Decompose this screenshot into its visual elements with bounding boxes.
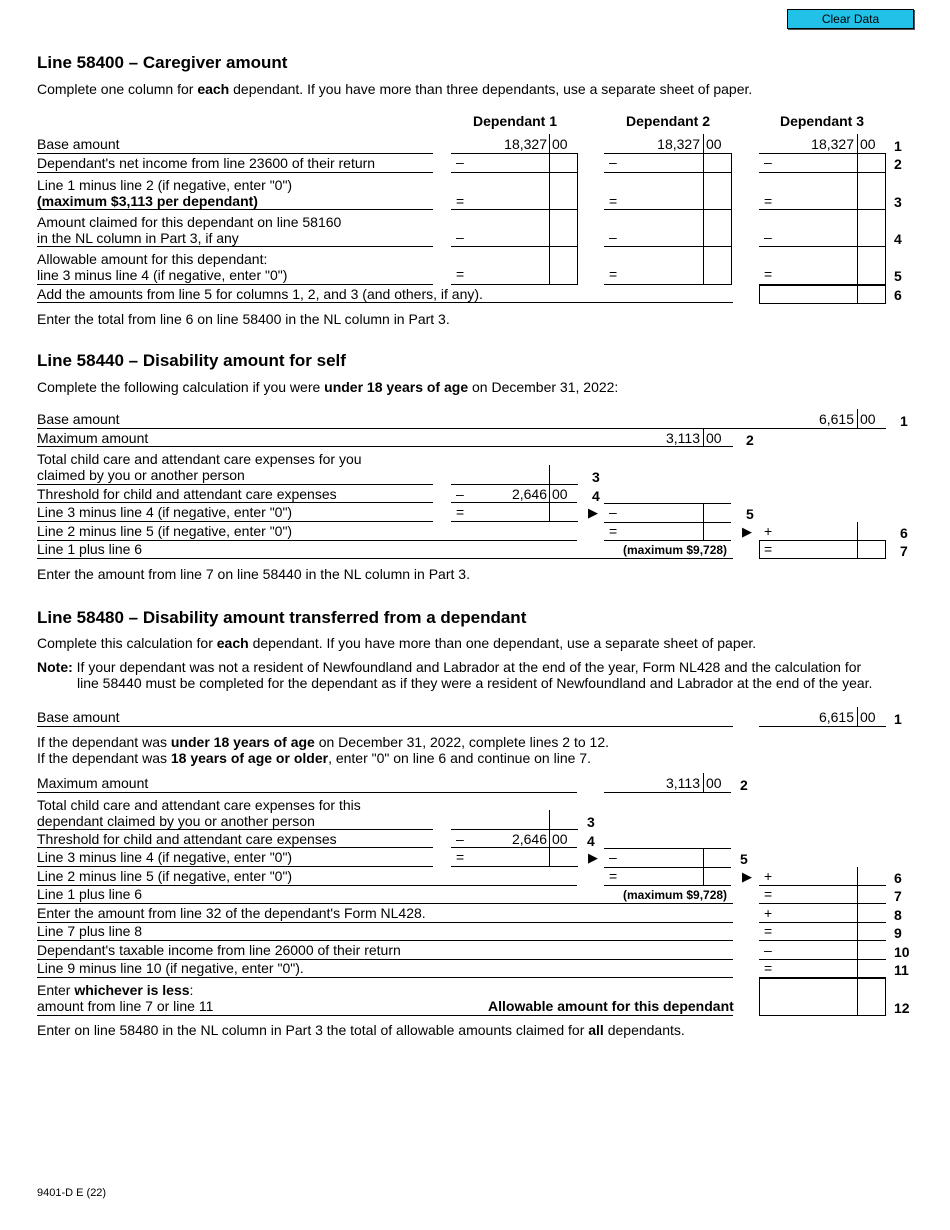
- allowable-amount-field[interactable]: [759, 978, 886, 1016]
- row-label: Amount claimed for this dependant on line 58160 in the NL column in Part 3, if any: [37, 214, 342, 246]
- line-5-field-dependant-3[interactable]: [759, 246, 886, 285]
- line-5-field-dependant-1[interactable]: [451, 246, 578, 285]
- row-label: Maximum amount: [37, 430, 149, 446]
- threshold-value: 2,646: [511, 831, 547, 847]
- line-6-total-field[interactable]: [759, 285, 886, 304]
- section-footer: Enter the amount from line 7 on line 58440 in the NL column in Part 3.: [37, 566, 470, 582]
- row-label: Line 2 minus line 5 (if negative, enter "0"): [37, 523, 293, 539]
- line-6-carry-field[interactable]: [759, 522, 886, 541]
- line-5-carry-field[interactable]: [604, 848, 731, 868]
- row-label: Line 1 plus line 6: [37, 886, 143, 902]
- line-7-field[interactable]: [759, 885, 886, 904]
- row-label: Dependant's taxable income from line 26000 of their return: [37, 942, 401, 958]
- arrow-icon: ▶: [588, 505, 598, 520]
- line-6-field[interactable]: [604, 867, 731, 886]
- column-header-dependant-3: Dependant 3: [779, 113, 864, 129]
- line-10-field[interactable]: [759, 941, 886, 960]
- row-label: Line 3 minus line 4 (if negative, enter "0"): [37, 504, 293, 520]
- base-amount-value: 6,615: [818, 709, 854, 725]
- column-header-dependant-1: Dependant 1: [472, 113, 557, 129]
- row-label: Base amount: [37, 136, 120, 152]
- base-amount-dependant-1: 18,327: [504, 136, 547, 152]
- maximum-note: (maximum $9,728): [623, 888, 728, 902]
- section-footer: Enter the total from line 6 on line 58400 in the NL column in Part 3.: [37, 311, 450, 327]
- base-amount-dependant-2: 18,327: [657, 136, 700, 152]
- row-label: Line 3 minus line 4 (if negative, enter "0"): [37, 849, 293, 865]
- line-6-field[interactable]: [604, 522, 731, 541]
- row-label: Dependant's net income from line 23600 of their return: [37, 155, 376, 171]
- row-label: Threshold for child and attendant care expenses: [37, 486, 337, 502]
- section-title-disability-transfer: Line 58480 – Disability amount transferred from a dependant: [37, 608, 527, 627]
- base-amount-value: 6,615: [818, 411, 854, 427]
- line-5-field[interactable]: [451, 502, 578, 522]
- care-expenses-field[interactable]: [451, 465, 578, 485]
- line-5-field[interactable]: [451, 847, 578, 867]
- row-label: Line 1 plus line 6: [37, 541, 143, 557]
- maximum-note: (maximum $9,728): [623, 543, 728, 557]
- line-7-field[interactable]: [759, 540, 886, 559]
- threshold-value: 2,646: [511, 486, 547, 502]
- line-6-carry-field[interactable]: [759, 867, 886, 886]
- maximum-amount-value: 3,113: [666, 775, 700, 791]
- section-footer: Enter on line 58480 in the NL column in Part 3 the total of allowable amounts claimed for all dependants.: [37, 1022, 685, 1038]
- arrow-icon: ▶: [742, 869, 752, 884]
- row-label: Line 1 minus line 2 (if negative, enter "0") (maximum $3,113 per dependant): [37, 177, 293, 209]
- form-code: 9401-D E (22): [37, 1187, 107, 1199]
- section-intro: Complete this calculation for each dependant. If you have more than one dependant, use a separate sheet of paper.: [37, 635, 757, 651]
- section-title-disability-self: Line 58440 – Disability amount for self: [37, 351, 346, 370]
- maximum-amount-value: 3,113: [666, 430, 700, 446]
- section-intro: Complete the following calculation if you were under 18 years of age on December 31, 2022:: [37, 379, 619, 395]
- net-income-field-dependant-3[interactable]: [759, 153, 886, 173]
- row-label: Add the amounts from line 5 for columns 1, 2, and 3 (and others, if any).: [37, 286, 483, 302]
- allowable-amount-label: Allowable amount for this dependant: [488, 998, 734, 1014]
- row-label: Threshold for child and attendant care expenses: [37, 831, 337, 847]
- line-4-field-dependant-2[interactable]: [604, 209, 731, 247]
- clear-data-button[interactable]: Clear Data: [787, 9, 914, 29]
- line-11-field[interactable]: [759, 959, 886, 978]
- row-label: Line 9 minus line 10 (if negative, enter "0").: [37, 960, 304, 976]
- net-income-field-dependant-1[interactable]: [451, 153, 578, 173]
- line-9-field[interactable]: [759, 922, 886, 941]
- row-label: Total child care and attendant care expenses for you claimed by you or another person: [37, 451, 362, 483]
- base-amount-dependant-3: 18,327: [811, 136, 854, 152]
- care-expenses-field[interactable]: [451, 810, 578, 830]
- row-label: Base amount: [37, 411, 120, 427]
- row-label: Line 7 plus line 8: [37, 923, 143, 939]
- line-4-field-dependant-1[interactable]: [451, 209, 578, 247]
- line-3-field-dependant-2[interactable]: [604, 172, 731, 210]
- row-label: Enter whichever is less: amount from line 7 or line 11: [37, 982, 214, 1014]
- arrow-icon: ▶: [742, 524, 752, 539]
- line-3-field-dependant-3[interactable]: [759, 172, 886, 210]
- line-4-field-dependant-3[interactable]: [759, 209, 886, 247]
- line-3-field-dependant-1[interactable]: [451, 172, 578, 210]
- column-header-dependant-2: Dependant 2: [625, 113, 710, 129]
- row-label: Enter the amount from line 32 of the dependant's Form NL428.: [37, 905, 426, 921]
- line-5-field-dependant-2[interactable]: [604, 246, 731, 285]
- row-label: Maximum amount: [37, 775, 149, 791]
- line-5-carry-field[interactable]: [604, 503, 731, 523]
- line-8-field[interactable]: [759, 904, 886, 923]
- arrow-icon: ▶: [588, 850, 598, 865]
- note: Note: If your dependant was not a resident of Newfoundland and Labrador at the end of the year, Form NL428 and the calculation for: [37, 659, 862, 675]
- row-label: Allowable amount for this dependant: line 3 minus line 4 (if negative, enter "0"): [37, 251, 288, 283]
- condition-text: If the dependant was under 18 years of age on December 31, 2022, complete lines 2 to 12. If the dependant was 18 years of age or older, enter "0" on line 6 and continue on line 7.: [37, 734, 610, 766]
- row-label: Base amount: [37, 709, 120, 725]
- section-title-caregiver: Line 58400 – Caregiver amount: [37, 53, 288, 72]
- row-label: Total child care and attendant care expenses for this dependant claimed by you or another person: [37, 797, 361, 829]
- section-intro: Complete one column for each dependant. If you have more than three dependants, use a separate sheet of paper.: [37, 81, 753, 97]
- note-continued: line 58440 must be completed for the dependant as if they were a resident of Newfoundland and Labrador at the end of the year.: [77, 675, 873, 691]
- row-label: Line 2 minus line 5 (if negative, enter "0"): [37, 868, 293, 884]
- net-income-field-dependant-2[interactable]: [604, 153, 731, 173]
